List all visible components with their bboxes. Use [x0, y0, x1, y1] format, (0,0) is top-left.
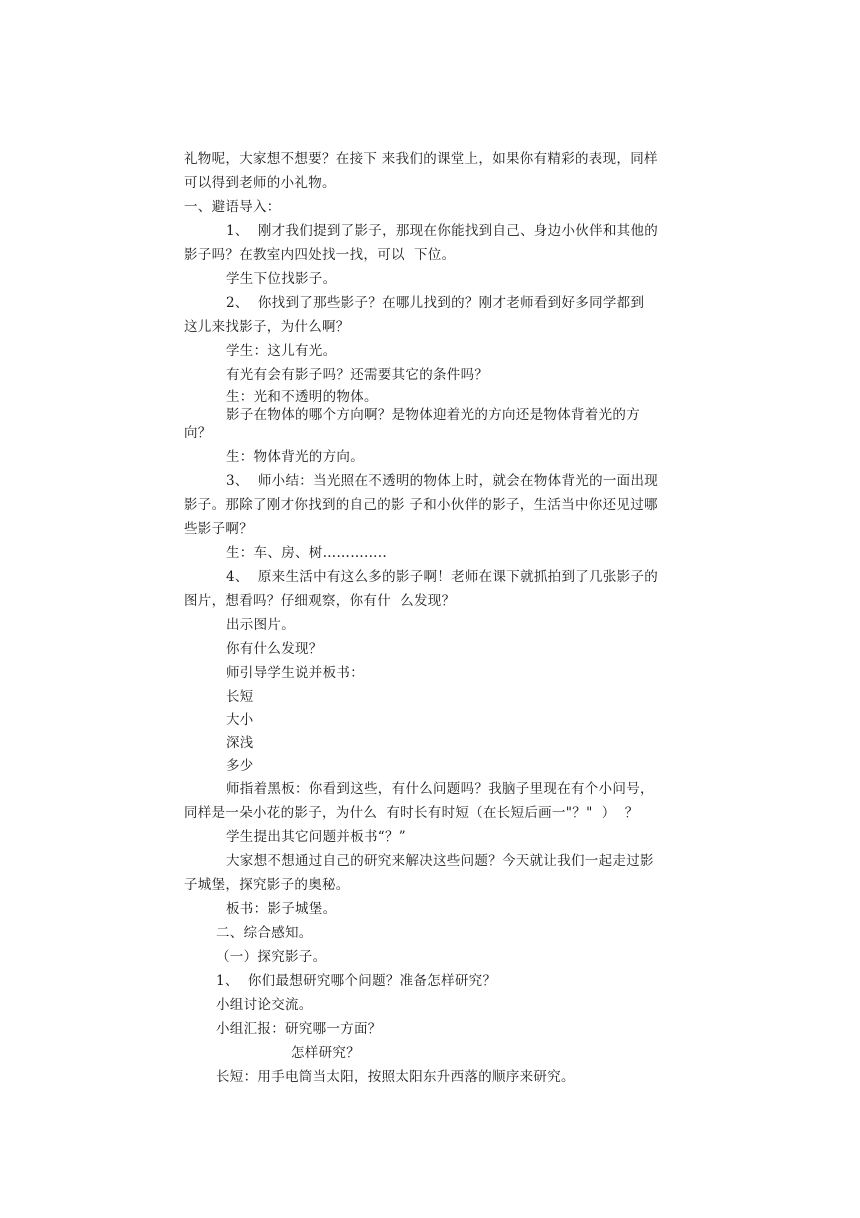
- text-line: 学生：这儿有光。: [226, 343, 337, 359]
- section-heading: 一、避语导入：: [184, 199, 281, 215]
- text-line: 这儿来找影子，为什么啊？: [184, 319, 350, 335]
- text-line: 图片，想看吗？仔细观察，你有什 么发现？: [184, 593, 456, 609]
- text-line: 大家想不想通过自己的研究来解决这些问题？今天就让我们一起走过影: [226, 853, 654, 869]
- text-line: 3、 师小结：当光照在不透明的物体上时，就会在物体背光的一面出现: [226, 473, 659, 489]
- text-line: 4、 原来生活中有这么多的影子啊！老师在课下就抓拍到了几张影子的: [226, 569, 659, 585]
- text-line: 影子。那除了刚才你找到的自己的影 子和小伙伴的影子，生活当中你还见过哪: [184, 497, 658, 513]
- text-line: 师指着黑板：你看到这些，有什么问题吗？我脑子里现在有个小问号，: [226, 781, 654, 797]
- text-line: 你有什么发现？: [226, 641, 323, 657]
- text-line: 长短：用手电筒当太阳，按照太阳东升西落的顺序来研究。: [216, 1069, 575, 1085]
- text-line: 可以得到老师的小礼物。: [184, 175, 336, 191]
- text-line: 些影子啊？: [184, 521, 253, 537]
- text-line: 礼物呢，大家想不想要？在接下 来我们的课堂上，如果你有精彩的表现，同样: [184, 151, 658, 167]
- text-line: 影子在物体的哪个方向啊？是物体迎着光的方向还是物体背着光的方: [226, 407, 640, 423]
- text-line: 1、 刚才我们提到了影子，那现在你能找到自己、身边小伙伴和其他的: [226, 223, 659, 239]
- text-line: 学生提出其它问题并板书“？”: [226, 829, 407, 845]
- text-line: 生：光和不透明的物体。: [226, 389, 378, 405]
- text-line: 生：物体背光的方向。: [226, 449, 364, 465]
- text-line: 小组汇报：研究哪一方面？: [216, 1021, 382, 1037]
- text-line: 大小: [226, 712, 254, 728]
- text-line: 多少: [226, 758, 254, 774]
- subsection-heading: （一）探究影子。: [216, 949, 327, 965]
- text-line: 1、 你们最想研究哪个问题？准备怎样研究？: [216, 973, 497, 989]
- text-line: 同样是一朵小花的影子，为什么 有时长有时短（在长短后画一"？" ） ？: [184, 805, 639, 821]
- text-line: 板书：影子城堡。: [226, 901, 337, 917]
- text-line: 长短: [226, 689, 254, 705]
- text-line: 生：车、房、树……….....: [226, 545, 387, 561]
- text-line: 师引导学生说并板书：: [226, 665, 364, 681]
- text-line: 向？: [184, 425, 212, 441]
- text-line: 小组讨论交流。: [216, 997, 313, 1013]
- text-line: 有光有会有影子吗？还需要其它的条件吗？: [226, 367, 489, 383]
- text-line: 出示图片。: [226, 617, 295, 633]
- text-line: 影子吗？在教室内四处找一找，可以 下位。: [184, 247, 456, 263]
- text-line: 子城堡，探究影子的奥秘。: [184, 877, 350, 893]
- section-heading: 二、综合感知。: [216, 925, 313, 941]
- text-line: 怎样研究？: [291, 1045, 360, 1061]
- text-line: 学生下位找影子。: [226, 271, 337, 287]
- text-line: 2、 你找到了那些影子？在哪儿找到的？刚才老师看到好多同学都到: [226, 295, 645, 311]
- text-line: 深浅: [226, 735, 254, 751]
